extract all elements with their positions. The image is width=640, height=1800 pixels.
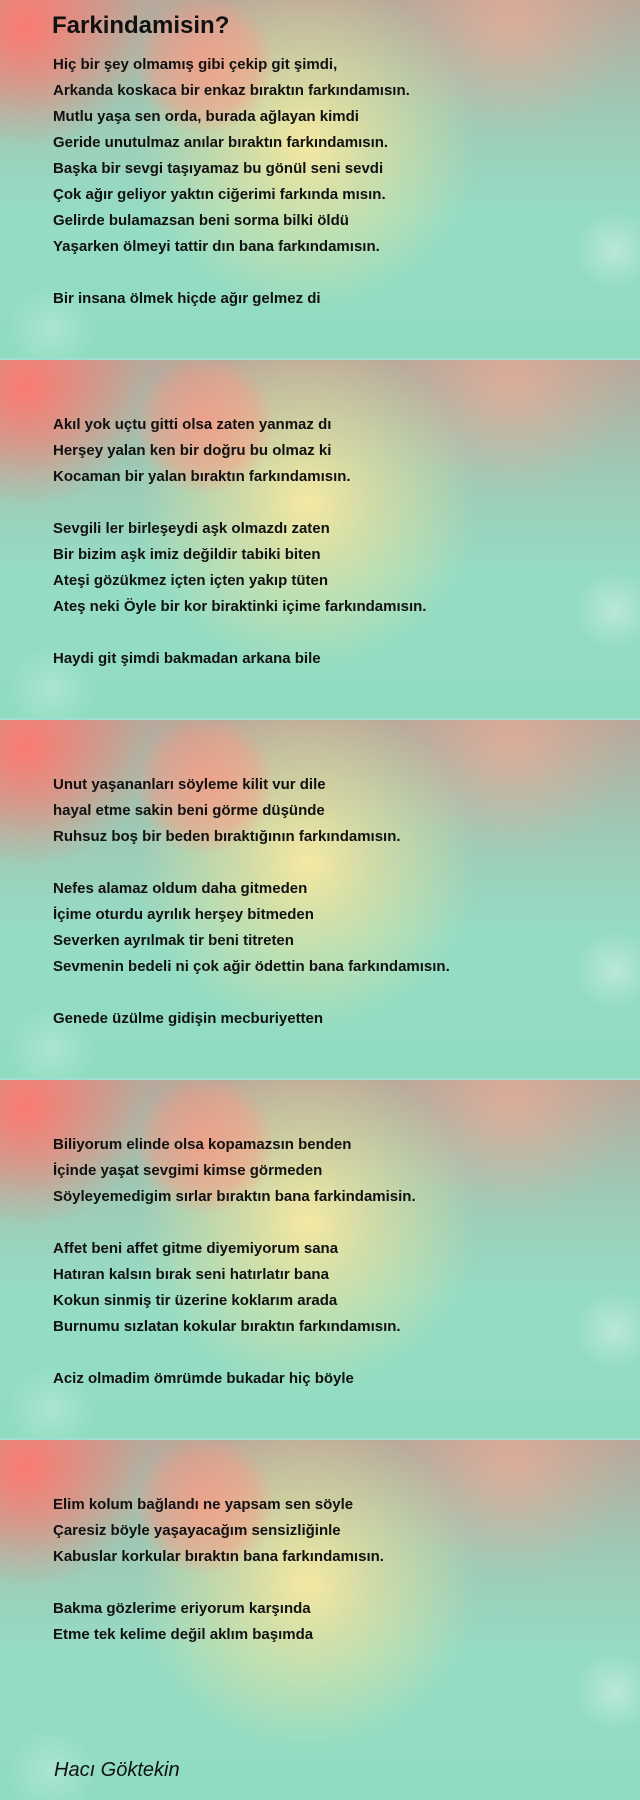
stanza [53,876,450,980]
stanza-group [53,52,410,338]
poem-panel-2 [0,360,640,718]
poem-line: Severken ayrılmak tir beni titreten [53,932,294,949]
stanza [53,412,426,490]
stanza [53,286,410,312]
poem-line: Yaşarken ölmeyi tattir dın bana farkındamısın. [53,238,380,255]
poem-line: İçime oturdu ayrılık herşey bitmeden [53,906,314,923]
poem-line: Kabuslar korkular bıraktın bana farkındamısın. [53,1548,384,1565]
stanza [53,52,410,260]
stanza [53,646,426,672]
poem-line: Genede üzülme gidişin mecburiyetten [53,1010,324,1027]
stanza [53,1366,416,1392]
poem-line: Haydi git şimdi bakmadan arkana bile [53,650,321,667]
stanza-group [53,1132,416,1418]
poem-line: Bir insana ölmek hiçde ağır gelmez di [53,290,321,307]
poem-line: Nefes alamaz oldum daha gitmeden [53,880,308,897]
poem-line: Sevgili ler birleşeydi aşk olmazdı zaten [53,520,330,537]
poem-line: Elim kolum bağlandı ne yapsam sen söyle [53,1496,354,1513]
poem-panel-3 [0,720,640,1078]
poem-line: Mutlu yaşa sen orda, burada ağlayan kimdi [53,108,359,125]
stanza [53,516,426,620]
poem-line: Bir bizim aşk imiz değildir tabiki biten [53,546,321,563]
poem-line: Ateş neki Öyle bir kor biraktinki içime farkındamısın. [53,598,427,615]
poem-line: Etme tek kelime değil aklım başımda [53,1626,314,1643]
poem-line: Aciz olmadim ömrümde bukadar hiç böyle [53,1370,354,1387]
poem-line: Unut yaşananları söyleme kilit vur dile [53,776,326,793]
stanza [53,1596,384,1648]
stanza [53,772,450,850]
poem-line: İçinde yaşat sevgimi kimse görmeden [53,1162,323,1179]
poem-line: Affet beni affet gitme diyemiyorum sana [53,1240,339,1257]
poem-line: Herşey yalan ken bir doğru bu olmaz ki [53,442,332,459]
poem-line: Geride unutulmaz anılar bıraktın farkındamısın. [53,134,389,151]
poem-line: Çaresiz böyle yaşayacağım sensizliğinle [53,1522,341,1539]
poem-line: Çok ağır geliyor yaktın ciğerimi farkında mısın. [53,186,386,203]
poem-line: Başka bir sevgi taşıyamaz bu gönül seni sevdi [53,160,384,177]
poem-line: Bakma gözlerime eriyorum karşında [53,1600,311,1617]
poem-panel-5 [0,1440,640,1800]
poem-line: Gelirde bulamazsan beni sorma bilki öldü [53,212,349,229]
stanza [53,1236,416,1340]
poem-panel-1 [0,0,640,358]
stanza-group [53,412,426,698]
poem-line: Kocaman bir yalan bıraktın farkındamısın. [53,468,351,485]
poem-line: Arkanda koskaca bir enkaz bıraktın farkındamısın. [53,82,410,99]
stanza [53,1132,416,1210]
stanza-group [53,772,450,1058]
poem-line: Ateşi gözükmez içten içten yakıp tüten [53,572,329,589]
poem-line: Kokun sinmiş tir üzerine koklarım arada [53,1292,338,1309]
author-name: Hacı Göktekin [54,1759,180,1781]
poem-line: hayal etme sakin beni görme düşünde [53,802,325,819]
poem-line: Sevmenin bedeli ni çok ağir ödettin bana farkındamısın. [53,958,450,975]
poem-line: Hiç bir şey olmamış gibi çekip git şimdi, [53,56,338,73]
poem-line: Biliyorum elinde olsa kopamazsın benden [53,1136,352,1153]
poem-title: Farkindamisin? [52,12,230,39]
poem-line: Ruhsuz boş bir beden bıraktığının farkındamısın. [53,828,401,845]
poem-line: Burnumu sızlatan kokular bıraktın farkındamısın. [53,1318,401,1335]
poem-line: Söyleyemedigim sırlar bıraktın bana farkindamisin. [53,1188,416,1205]
poem-line: Akıl yok uçtu gitti olsa zaten yanmaz dı [53,416,332,433]
stanza-group [53,1492,384,1674]
poem-line: Hatıran kalsın bırak seni hatırlatır bana [53,1266,329,1283]
stanza [53,1492,384,1570]
poem-panel-4 [0,1080,640,1438]
stanza [53,1006,450,1032]
